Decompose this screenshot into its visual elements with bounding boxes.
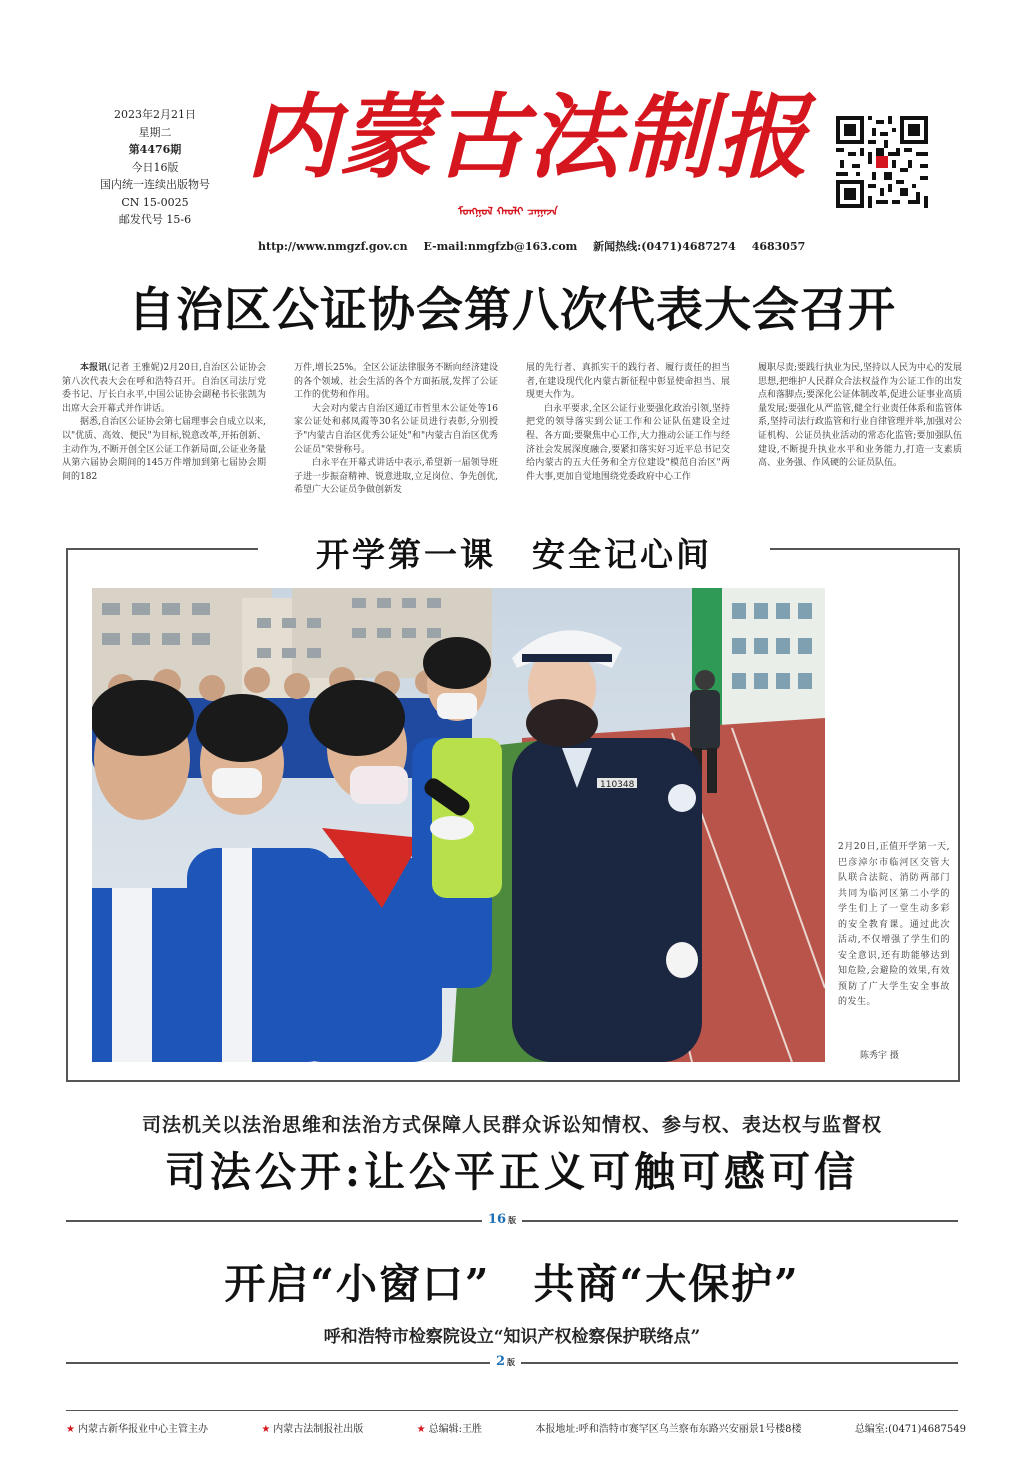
footer-item	[66, 1420, 208, 1435]
issue-info	[80, 106, 230, 229]
hotline-label-text: 新闻热线:	[593, 240, 642, 253]
hotline-number-2: 4683057	[751, 240, 806, 253]
paragraph: 2月20日,自治区公证协会第八次代表大会在呼和浩特召开。自治区司法厅党委书记、厅长白永平,中国公证协会副秘书长张凯为出席大会开幕式并作讲话。	[62, 363, 266, 414]
serial-label: 国内统一连续出版物号	[100, 178, 210, 191]
newspaper-title: 内蒙古法制报	[246, 83, 811, 191]
story2-page-tag[interactable]	[482, 1212, 522, 1227]
paragraph: 白永平在开幕式讲话中表示,希望新一届领导班子进一步振奋精神、锐意进取,立足岗位、争先创优,希望广大公证员争做创新发	[294, 458, 498, 496]
website-link[interactable]: http://www.nmgzf.gov.cn	[258, 240, 408, 253]
star-icon: ★	[66, 1424, 75, 1435]
story2-page-suffix: 版	[508, 1215, 517, 1225]
lead-headline[interactable]: 自治区公证协会第八次代表大会召开	[128, 283, 896, 338]
story3-page-number: 2	[496, 1354, 506, 1369]
postal-code: 邮发代号 15-6	[118, 213, 192, 226]
story2-headline[interactable]: 司法公开:让公平正义可触可感可信	[164, 1148, 860, 1196]
star-icon: ★	[261, 1424, 271, 1435]
footer-sponsor: 内蒙古新华报业中心主管主办	[77, 1424, 208, 1435]
email-link[interactable]: E-mail:nmgfzb@163.com	[423, 240, 578, 253]
photo-feature-title[interactable]: 开学第一课 安全记心间	[316, 535, 712, 574]
footer-item	[417, 1420, 482, 1435]
article-column-4	[758, 362, 962, 512]
paragraph: 据悉,自治区公证协会第七届理事会自成立以来,以"优质、高效、便民"为目标,锐意改革,开拓创新、主动作为,不断开创全区公证工作新局面,公证业务量从第六届协会期间的145万件增加到第七届协会期间的182	[62, 417, 266, 482]
footer-item	[261, 1420, 363, 1435]
paragraph: 履职尽责;要践行执业为民,坚持以人民为中心的发展思想,把维护人民群众合法权益作为公证工作的出发点和落脚点;要深化公证体制改革,促进公证事业高质量发展;要强化从严监管,健全行业责任体系和监管体系,坚持司法行政监管和行业自律管理并举,加强对公证机构、公证员执业活动的常态化监管;要加强队伍建设,不断提升执业水平和业务能力,打造一支素质高、业务强、作风硬的公证员队伍。	[758, 363, 962, 469]
issue-weekday: 星期二	[138, 125, 172, 139]
article-column-3	[526, 362, 730, 512]
story3-page-suffix: 版	[507, 1357, 516, 1367]
story3-subhead[interactable]: 呼和浩特市检察院设立“知识产权检察保护联络点”	[323, 1327, 701, 1347]
mongolian-title: ᠮᠣᠩᠭᠣᠯ ᠬᠠᠤᠯᠢ ᠴᠠᠭᠠᠵᠠ	[458, 205, 558, 218]
page-count: 今日16版	[131, 160, 179, 174]
footer-address: 本报地址:呼和浩特市赛罕区乌兰察布东路兴安丽景1号楼8楼	[535, 1424, 802, 1435]
cn-number: CN 15-0025	[121, 195, 189, 209]
paragraph: 展的先行者、真抓实干的践行者、履行责任的担当者,在建设现代化内蒙古新征程中彰显使命担当、展现更大作为。	[526, 363, 730, 401]
paragraph: 大会对内蒙古自治区通辽市哲里木公证处等16家公证处和郝凤霞等30名公证员进行表彰,分别授予"内蒙古自治区优秀公证处"和"内蒙古自治区优秀公证员"荣誉称号。	[294, 403, 498, 455]
reporter: (记者 王雅妮)	[107, 363, 164, 373]
paragraph: 白永平要求,全区公证行业要强化政治引领,坚持把党的领导落实到公证工作和公证队伍建设全过程、各方面;要聚焦中心工作,大力推动公证工作与经济社会发展深度融合,要紧扣落实好习近平总书记交给内蒙古的五大任务和全方位建设"模范自治区"两件大事,更加自觉地围绕党委政府中心工作	[526, 403, 730, 482]
paragraph: 万件,增长25%。全区公证法律服务不断向经济建设的各个领域、社会生活的各个方面拓展,发挥了公证工作的优势和作用。	[294, 363, 498, 401]
story3-page-tag[interactable]	[490, 1354, 521, 1369]
photo-credit: 陈秀宇 摄	[860, 1051, 899, 1061]
qr-code-icon[interactable]	[836, 116, 928, 208]
issue-number: 第4476期	[128, 143, 182, 156]
hotline-number-1: (0471)4687274	[641, 240, 736, 253]
feature-photo[interactable]	[92, 588, 825, 1062]
footer-editor: 总编辑:王胜	[428, 1424, 482, 1435]
officer-badge-number: 110348	[600, 780, 635, 790]
footer-phone: 总编室:(0471)4687549	[854, 1424, 966, 1435]
story2-page-number: 16	[488, 1212, 507, 1227]
contact-line	[258, 238, 817, 254]
issue-date: 2023年2月21日	[114, 108, 196, 121]
lead-article	[62, 362, 962, 512]
footer	[66, 1420, 966, 1435]
photo-caption: 2月20日,正值开学第一天,巴彦淖尔市临河区交管大队联合法院、消防两部门共同为临河区第二小学的学生们上了一堂生动多彩的安全教育课。通过此次活动,不仅增强了学生们的安全意识,还有助能够达到知危险,会避险的效果,有效预防了广大学生安全事故的发生。	[838, 842, 950, 1007]
star-icon: ★	[416, 1424, 426, 1435]
footer-divider	[66, 1410, 958, 1411]
article-column-1	[62, 362, 266, 512]
story2-subhead[interactable]: 司法机关以法治思维和法治方式保障人民群众诉讼知情权、参与权、表达权与监督权	[141, 1114, 882, 1136]
newspaper-logo	[246, 82, 816, 210]
article-column-2	[294, 362, 498, 512]
story3-headline[interactable]: 开启“小窗口” 共商“大保护”	[224, 1260, 800, 1308]
footer-publisher: 内蒙古法制报社出版	[273, 1424, 364, 1435]
hotline-label	[593, 240, 736, 253]
byline: 本报讯	[80, 363, 108, 373]
